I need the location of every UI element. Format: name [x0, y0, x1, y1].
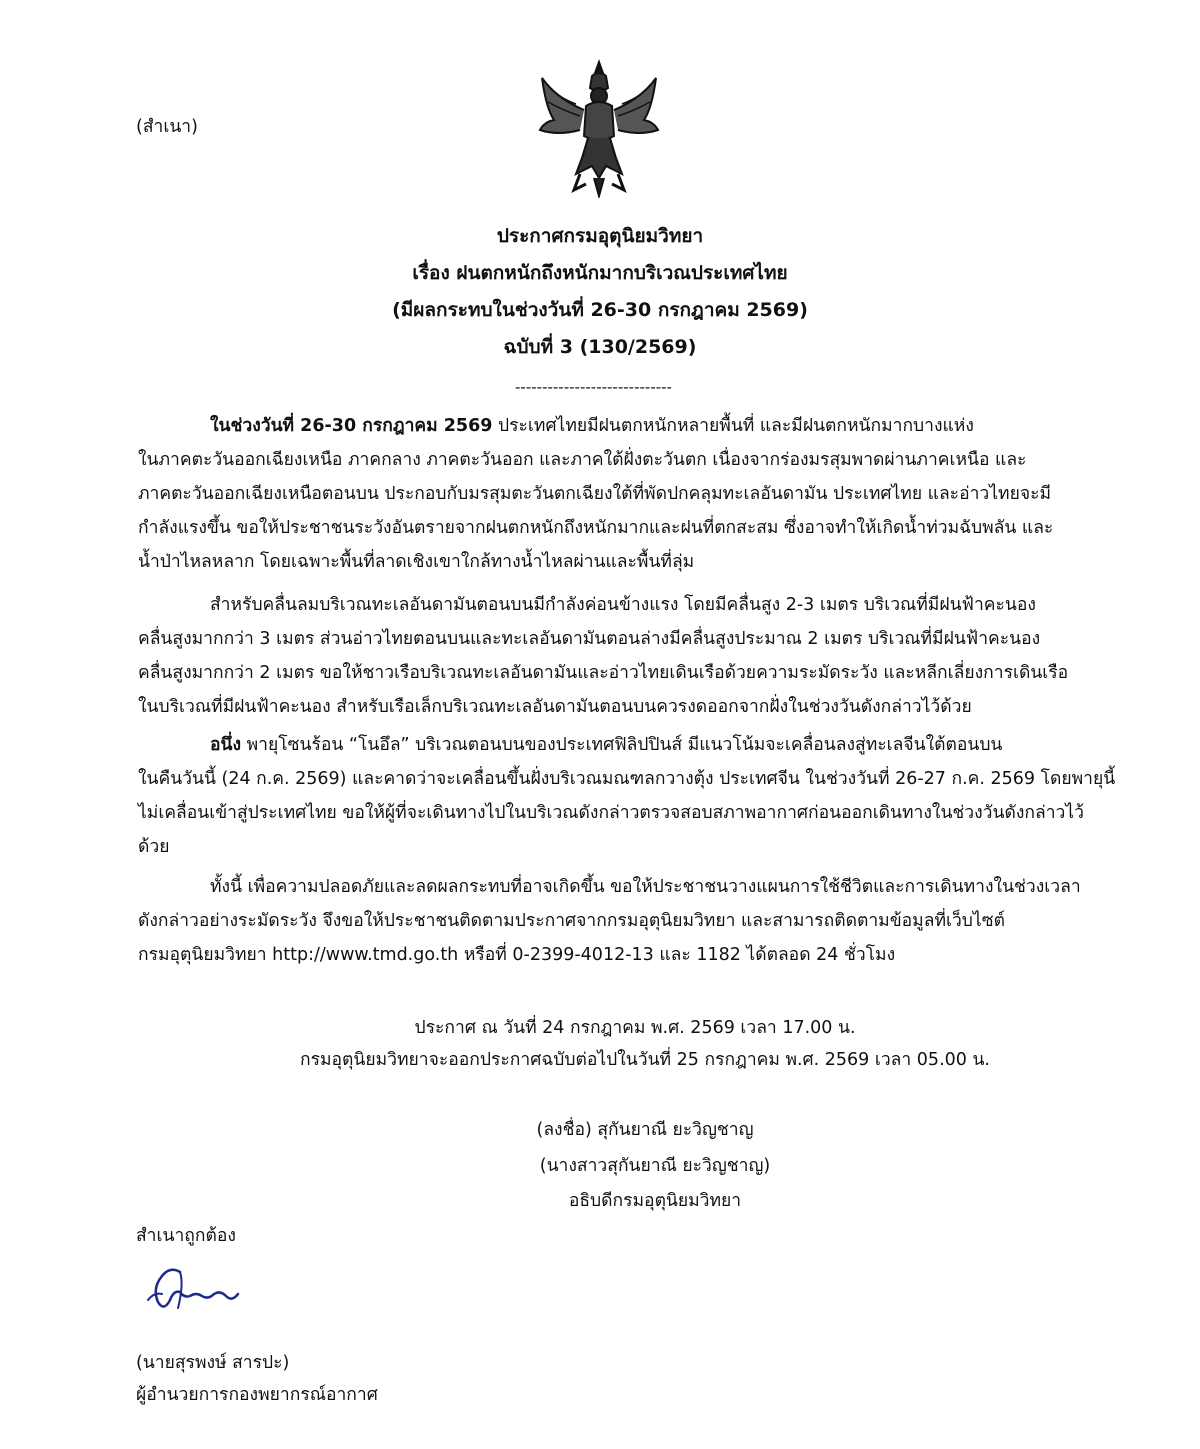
p3-line-4: ด้วย — [138, 837, 170, 857]
signer-title: อธิบดีกรมอุตุนิยมวิทยา — [568, 1191, 742, 1211]
p1-line-5: น้ำป่าไหลหลาก โดยเฉพาะพื้นที่ลาดเชิงเขาใกล้ทางน้ำไหลผ่านและพื้นที่ลุ่ม — [138, 552, 695, 572]
title-line-3: (มีผลกระทบในช่วงวันที่ 26-30 กรกฎาคม 2569) — [392, 299, 808, 321]
p1-line-2: ในภาคตะวันออกเฉียงเหนือ ภาคกลาง ภาคตะวันออก และภาคใต้ฝั่งตะวันตก เนื่องจากร่องมรสุมพาดผ่านภาคเหนือ และ — [138, 450, 1027, 470]
title-line-4: ฉบับที่ 3 (130/2569) — [503, 336, 697, 358]
p2-line-4: ในบริเวณที่มีฝนฟ้าคะนอง สำหรับเรือเล็กบริเวณทะเลอันดามันตอนบนควรงดออกจากฝั่งในช่วงวันดังกล่าวไว้ด้วย — [138, 697, 972, 717]
signer-full-name: (นางสาวสุกันยาณี ยะวิญชาญ) — [539, 1156, 771, 1176]
p3-line-2: ในคืนวันนี้ (24 ก.ค. 2569) และคาดว่าจะเคลื่อนขึ้นฝั่งบริเวณมณฑลกวางตุ้ง ประเทศจีน ในช่วงวันที่ 26-27 ก.ค. 2569 โดยพายุนี้ — [138, 769, 1116, 789]
p4-line-3: กรมอุตุนิยมวิทยา http://www.tmd.go.th หรือที่ 0-2399-4012-13 และ 1182 ได้ตลอด 24 ชั่วโมง — [138, 945, 896, 965]
p1-line-4: กำลังแรงขึ้น ขอให้ประชาชนระวังอันตรายจากฝนตกหนักถึงหนักมากและฝนที่ตกสะสม ซึ่งอาจทำให้เกิดน้ำท่วมฉับพลัน และ — [138, 518, 1054, 538]
p2-line-3: คลื่นสูงมากกว่า 2 เมตร ขอให้ชาวเรือบริเวณทะเลอันดามันและอ่าวไทยเดินเรือด้วยความระมัดระวัง และหลีกเลี่ยงการเดินเรือ — [138, 663, 1069, 683]
certifier-title: ผู้อำนวยการกองพยากรณ์อากาศ — [136, 1385, 378, 1405]
handwritten-signature-icon — [140, 1262, 250, 1322]
title-divider: ----------------------------- — [515, 378, 672, 396]
next-notice: กรมอุตุนิยมวิทยาจะออกประกาศฉบับต่อไปในวันที่ 25 กรกฎาคม พ.ศ. 2569 เวลา 05.00 น. — [300, 1050, 990, 1070]
issued-date: ประกาศ ณ วันที่ 24 กรกฎาคม พ.ศ. 2569 เวลา 17.00 น. — [414, 1018, 856, 1038]
certifier-name: (นายสุรพงษ์ สารปะ) — [136, 1353, 290, 1373]
p2-line-2: คลื่นสูงมากกว่า 3 เมตร ส่วนอ่าวไทยตอนบนและทะเลอันดามันตอนล่างมีคลื่นสูงประมาณ 2 เมตร บริเวณที่มีฝนฟ้าคะนอง — [138, 629, 1041, 649]
title-line-2: เรื่อง ฝนตกหนักถึงหนักมากบริเวณประเทศไทย — [412, 262, 788, 284]
p2-line-1: สำหรับคลื่นลมบริเวณทะเลอันดามันตอนบนมีกำลังค่อนข้างแรง โดยมีคลื่นสูง 2-3 เมตร บริเวณที่มีฝนฟ้าคะนอง — [210, 595, 1036, 615]
p4-line-2: ดังกล่าวอย่างระมัดระวัง จึงขอให้ประชาชนติดตามประกาศจากกรมอุตุนิยมวิทยา และสามารถติดตามข้อมูลที่เว็บไซต์ — [138, 911, 1005, 931]
paragraph-3 — [138, 728, 1116, 864]
title-line-1: ประกาศกรมอุตุนิยมวิทยา — [496, 225, 704, 247]
signed-line: (ลงชื่อ) สุกันยาณี ยะวิญชาญ — [536, 1120, 754, 1140]
p3-line-1-rest: พายุโซนร้อน “โนอึล” บริเวณตอนบนของประเทศฟิลิปปินส์ มีแนวโน้มจะเคลื่อนลงสู่ทะเลจีนใต้ตอนบน — [241, 735, 1003, 755]
p4-line-1: ทั้งนี้ เพื่อความปลอดภัยและลดผลกระทบที่อาจเกิดขึ้น ขอให้ประชาชนวางแผนการใช้ชีวิตและการเดินทางในช่วงเวลา — [210, 877, 1081, 897]
p1-line-3: ภาคตะวันออกเฉียงเหนือตอนบน ประกอบกับมรสุมตะวันตกเฉียงใต้ที่พัดปกคลุมทะเลอันดามัน ประเทศไทย และอ่าวไทยจะมี — [138, 484, 1052, 504]
document-title — [0, 218, 1200, 366]
p1-line-1-rest: ประเทศไทยมีฝนตกหนักหลายพื้นที่ และมีฝนตกหนักมากบางแห่ง — [492, 416, 974, 436]
p1-bold: ในช่วงวันที่ 26-30 กรกฎาคม 2569 — [210, 416, 493, 436]
paragraph-4 — [138, 870, 1082, 972]
certified-copy-label: สำเนาถูกต้อง — [136, 1226, 236, 1246]
p1-line-1 — [138, 409, 1082, 443]
paragraph-1 — [138, 409, 1082, 579]
copy-label: (สำเนา) — [136, 117, 198, 137]
p3-line-1 — [138, 728, 1082, 762]
garuda-emblem-icon — [536, 58, 662, 198]
p3-bold: อนึ่ง — [210, 735, 242, 755]
paragraph-2 — [138, 588, 1082, 724]
p3-line-3: ไม่เคลื่อนเข้าสู่ประเทศไทย ขอให้ผู้ที่จะเดินทางไปในบริเวณดังกล่าวตรวจสอบสภาพอากาศก่อนออกเดินทางในช่วงวันดังกล่าวไว้ — [138, 803, 1084, 823]
